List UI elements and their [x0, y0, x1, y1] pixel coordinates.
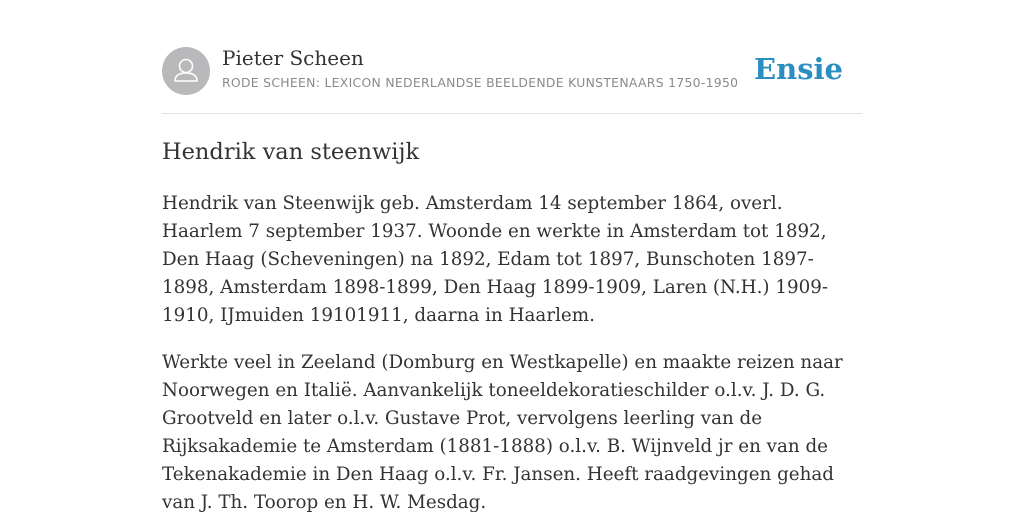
author-name[interactable]: Pieter Scheen [222, 46, 364, 70]
content-container [162, 0, 862, 512]
entry-header [162, 0, 862, 114]
ensie-logo[interactable]: Ensie [754, 52, 843, 86]
entry-paragraph: Werkte veel in Zeeland (Domburg en Westkapelle) en maakte reizen naar Noorwegen en Italië. Aanvankelijk toneeldekoratieschilder o.l.v. J. D. G. Grootveld en later o.l.v. Gustave Prot, vervolgens leerling van de Rijksakademie te Amsterdam (1881-1888) o.l.v. B. Wijnveld jr en van de Tekenakademie in Den Haag o.l.v. Fr. Jansen. Heeft raadgevingen gehad van J. Th. Toorop en H. W. Mesdag. [162, 352, 843, 512]
source-name[interactable]: RODE SCHEEN: LEXICON NEDERLANDSE BEELDENDE KUNSTENAARS 1750-1950 [222, 75, 739, 90]
entry-paragraph: Hendrik van Steenwijk geb. Amsterdam 14 september 1864, overl. Haarlem 7 september 1937. Woonde en werkte in Amsterdam tot 1892, Den Haag (Scheveningen) na 1892, Edam tot 1897, Bunschoten 1897-1898, Amsterdam 1898-1899, Den Haag 1899-1909, Laren (N.H.) 1909-1910, IJmuiden 19101911, daarna in Haarlem. [162, 193, 829, 326]
entry-title: Hendrik van steenwijk [162, 139, 420, 165]
user-silhouette-icon [162, 47, 210, 95]
author-avatar[interactable] [162, 47, 210, 95]
